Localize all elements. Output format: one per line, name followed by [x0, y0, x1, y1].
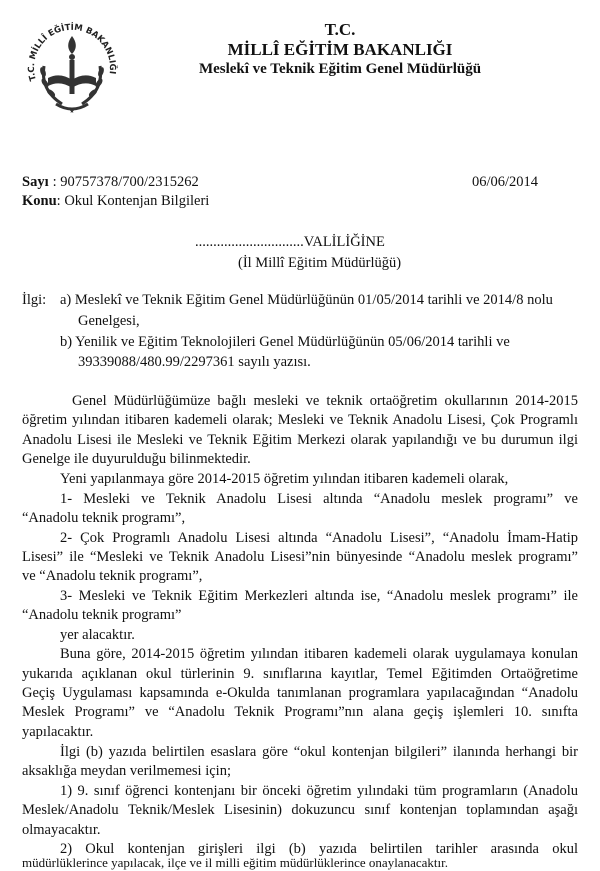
sayi-row [22, 174, 199, 191]
konu-row [22, 193, 209, 210]
seal-arc-text: T.C. MİLLÎ EĞİTİM BAKANLIĞI [26, 22, 118, 82]
header-directorate: Meslekî ve Teknik Eğitim Genel Müdürlüğü [198, 61, 482, 77]
para6-line1: 2) Okul kontenjan girişleri ilgi (b) yazıda belirtilen tarihler arasında okul [60, 841, 578, 857]
sayi-value: : 90757378/700/2315262 [52, 174, 199, 190]
sayi-label: Sayı [22, 174, 49, 190]
item3-line1: 3- Mesleki ve Teknik Eğitim Merkezleri altında ise, “Anadolu meslek programı” ile [60, 588, 578, 604]
para5-line1: 1) 9. sınıf öğrenci kontenjanı bir önceki öğretim yılındaki tüm programların (Anadolu [60, 783, 578, 799]
para2-line1: Yeni yapılanmaya göre 2014-2015 öğretim yılından itibaren kademeli olarak, [60, 471, 509, 487]
para6-line2: müdürlüklerince yapılacak, ilçe ve il milli eğitim müdürlüklerince onaylanacaktır. [22, 855, 448, 870]
para4-line2: aksaklığa meydan verilmemesi için; [22, 763, 231, 779]
para1-line2: öğretim yılından itibaren kademeli olarak; Mesleki ve Teknik Anadolu Lisesi, Çok Programlı [22, 412, 578, 428]
ministry-seal-logo [22, 20, 122, 120]
ilgi-b-line-2: 39339088/480.99/2297361 sayılı yazısı. [78, 354, 311, 370]
para3-line4: Meslek Programı” ve “Anadolu Teknik Programı”nın alana geçiş işlemleri 10. sınıfta [22, 704, 578, 720]
para3-line2: yukarıda açıklanan okul türlerinin 9. sınıflarına kayıtlar, Temel Eğitimden Ortaöğretime [22, 666, 578, 682]
ilgi-a-line-1: a) Meslekî ve Teknik Eğitim Genel Müdürlüğünün 01/05/2014 tarihli ve 2014/8 nolu [60, 292, 553, 308]
para1-line3: Anadolu Lisesi ile Mesleki ve Teknik Eğitim Merkezi olarak yapılandığı ve bu durumun ilgi [22, 432, 578, 448]
ilgi-b-line-1: b) Yenilik ve Eğitim Teknolojileri Genel Müdürlüğünün 05/06/2014 tarihli ve [60, 334, 510, 350]
konu-value: : Okul Kontenjan Bilgileri [56, 193, 210, 209]
para3-line1: Buna göre, 2014-2015 öğretim yılından itibaren kademeli olarak uygulamaya konulan [60, 646, 578, 662]
para1-line4: Genelge ile duyurulduğu bilinmektedir. [22, 451, 251, 467]
addressee-line-1: ..............................VALİLİĞİNE [195, 234, 385, 250]
para1-line1: Genel Müdürlüğümüze bağlı mesleki ve teknik ortaöğretim okullarının 2014-2015 [72, 393, 578, 409]
item2-line2: Lisesi” ile “Mesleki ve Teknik Anadolu Lisesi”nin bünyesinde “Anadolu meslek programı” [22, 549, 578, 565]
para4-line1: İlgi (b) yazıda belirtilen esaslara göre “okul kontenjan bilgileri” ilanında herhangi bir [60, 744, 578, 760]
ilgi-label: İlgi: [22, 292, 47, 308]
document-date: 06/06/2014 [472, 174, 539, 190]
svg-text:★: ★ [69, 108, 75, 115]
para3-line3: Geçiş Uygulaması kapsamında e-Okulda tanımlanan programlara yapılacağından “Anadolu [22, 685, 578, 701]
item3-line2: “Anadolu teknik programı” [22, 607, 182, 623]
header-tc: T.C. [324, 20, 356, 39]
item1-line2: “Anadolu teknik programı”, [22, 510, 186, 526]
header-ministry: MİLLÎ EĞİTİM BAKANLIĞI [227, 40, 453, 59]
para5-line3: olmayacaktır. [22, 822, 101, 838]
para5-line2: Meslek/Anadolu Teknik/Meslek Lisesinin) dokuzuncu sınıf kontenjan toplamından aşağı [22, 802, 578, 818]
item2-line1: 2- Çok Programlı Anadolu Lisesi altında “Anadolu Lisesi”, “Anadolu İmam-Hatip [60, 530, 578, 546]
para3-line5: yapılacaktır. [22, 724, 94, 740]
item1-line1: 1- Mesleki ve Teknik Anadolu Lisesi altında “Anadolu meslek programı” ve [60, 491, 578, 507]
item3-line3: yer alacaktır. [60, 627, 135, 643]
item2-line3: ve “Anadolu teknik programı”, [22, 568, 203, 584]
konu-label: Konu [22, 193, 57, 209]
ilgi-a-line-2: Genelgesi, [78, 313, 140, 329]
addressee-line-2: (İl Millî Eğitim Müdürlüğü) [238, 255, 402, 271]
